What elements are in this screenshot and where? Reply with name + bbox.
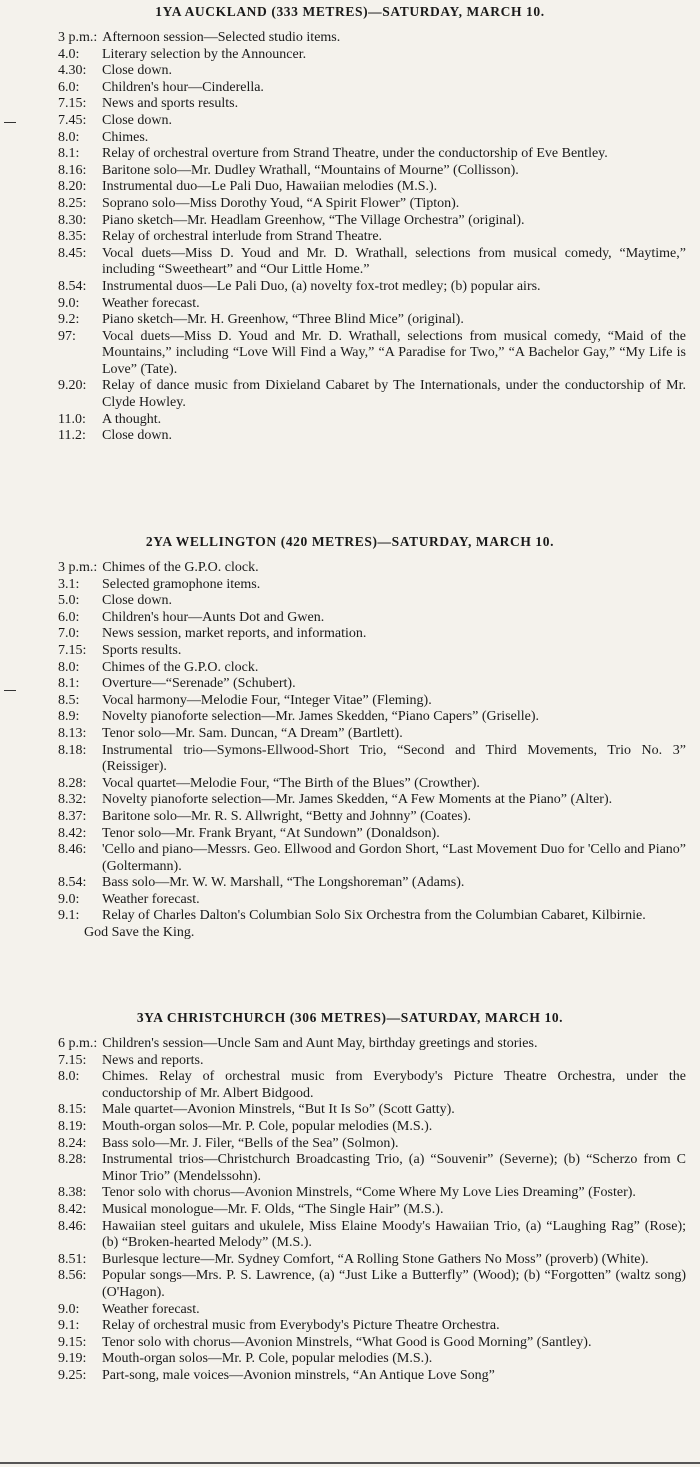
station-heading: 1YA AUCKLAND (333 METRES)—SATURDAY, MARCH 10.: [155, 4, 545, 19]
schedule-item: [58, 246, 686, 279]
schedule-description: Relay of orchestral music from Everybody's Picture Theatre Orchestra.: [102, 1318, 500, 1334]
schedule-item: [58, 1268, 686, 1301]
schedule-item: [58, 96, 686, 113]
schedule-item: [58, 577, 686, 594]
schedule-time: 9.0:: [58, 891, 80, 907]
schedule-time: 4.30:: [58, 63, 87, 79]
schedule-description: Chimes of the G.P.O. clock.: [102, 560, 259, 575]
schedule-time: 9.25:: [58, 1367, 87, 1383]
schedule-time: 11.2:: [58, 428, 86, 444]
schedule-description: Novelty pianoforte selection—Mr. James Skedden, “A Few Moments at the Piano” (Alter).: [102, 792, 613, 808]
schedule-time: 8.30:: [58, 212, 87, 228]
schedule-time: 6.0:: [58, 609, 80, 625]
schedule-time: 8.5:: [58, 692, 80, 708]
schedule-time: 8.42:: [58, 1201, 87, 1217]
schedule-item: [58, 1351, 686, 1368]
schedule-time: 8.46:: [58, 1218, 87, 1234]
schedule-item: [58, 643, 686, 660]
schedule-item: [58, 826, 686, 843]
schedule-time: 4.0:: [58, 46, 80, 62]
schedule-item: [58, 842, 686, 875]
station-section-christchurch: [58, 1010, 686, 1384]
schedule-time: 8.37:: [58, 808, 87, 824]
schedule-item: [58, 1136, 686, 1153]
schedule-description: Piano sketch—Mr. H. Greenhow, “Three Blind Mice” (original).: [102, 312, 464, 328]
schedule-description: Relay of orchestral interlude from Strand Theatre.: [102, 229, 383, 245]
schedule-item: [58, 593, 686, 610]
schedule-description: Tenor solo with chorus—Avonion Minstrels, “What Good is Good Morning” (Santley).: [102, 1334, 592, 1350]
schedule-description: Weather forecast.: [102, 1301, 200, 1317]
schedule-time: 3 p.m.:: [58, 560, 98, 575]
schedule-item: [58, 1053, 686, 1070]
schedule-item: [58, 80, 686, 97]
schedule-item: [58, 1318, 686, 1335]
schedule-time: 8.19:: [58, 1118, 87, 1134]
schedule-time: 9.1:: [58, 1318, 80, 1334]
schedule-description: Vocal harmony—Melodie Four, “Integer Vitae” (Fleming).: [102, 692, 432, 708]
schedule-time: 8.0:: [58, 1069, 80, 1085]
schedule-description: Overture—“Serenade” (Schubert).: [102, 676, 296, 692]
schedule-item: [58, 1219, 686, 1252]
schedule-item: [58, 792, 686, 809]
schedule-description: Baritone solo—Mr. Dudley Wrathall, “Mountains of Mourne” (Collisson).: [102, 162, 519, 178]
schedule-description: Part-song, male voices—Avonion minstrels, “An Antique Love Song”: [102, 1367, 495, 1383]
schedule-description: Children's hour—Aunts Dot and Gwen.: [102, 609, 325, 625]
schedule-item: [58, 47, 686, 64]
schedule-time: 9.15:: [58, 1334, 87, 1350]
station-heading: 2YA WELLINGTON (420 METRES)—SATURDAY, MARCH 10.: [145, 534, 555, 549]
bottom-rule: [0, 1462, 700, 1464]
schedule-time: 11.0:: [58, 411, 86, 427]
schedule-list: [58, 1036, 686, 1384]
schedule-item: [58, 146, 686, 163]
schedule-time: 8.51:: [58, 1251, 87, 1267]
schedule-description: Close down.: [102, 112, 172, 128]
schedule-description: Instrumental trio—Symons-Ellwood-Short Trio, “Second and Third Movements, Trio No. 3” (Reissiger).: [102, 742, 686, 775]
schedule-item: [58, 428, 686, 445]
schedule-item: [58, 1119, 686, 1136]
schedule-time: 8.28:: [58, 1152, 87, 1168]
schedule-item: [58, 296, 686, 313]
schedule-description: Instrumental duo—Le Pali Duo, Hawaiian melodies (M.S.).: [102, 179, 438, 195]
schedule-description: News session, market reports, and information.: [102, 626, 367, 642]
schedule-description: Children's session—Uncle Sam and Aunt May, birthday greetings and stories.: [102, 1036, 538, 1051]
schedule-time: 9.1:: [58, 908, 80, 924]
schedule-time: 6 p.m.:: [58, 1036, 98, 1051]
schedule-description: Afternoon session—Selected studio items.: [102, 30, 341, 45]
schedule-time: 9.2:: [58, 312, 80, 328]
schedule-description: Novelty pianoforte selection—Mr. James Skedden, “Piano Capers” (Griselle).: [102, 709, 539, 725]
schedule-description: Baritone solo—Mr. R. S. Allwright, “Betty and Johnny” (Coates).: [102, 808, 472, 824]
schedule-time: 8.25:: [58, 195, 87, 211]
schedule-description: Mouth-organ solos—Mr. P. Cole, popular melodies (M.S.).: [102, 1118, 433, 1134]
schedule-description: Children's hour—Cinderella.: [102, 79, 264, 95]
schedule-item: [58, 1368, 686, 1385]
schedule-description: Vocal duets—Miss D. Youd and Mr. D. Wrathall, selections from musical comedy, “Maytime,” including “Sweetheart” and “Our Little Home.”: [102, 245, 686, 278]
schedule-time: 7.15:: [58, 96, 87, 112]
schedule-item: [58, 1302, 686, 1319]
schedule-item: [58, 1069, 686, 1102]
schedule-time: 8.54:: [58, 875, 87, 891]
schedule-item: [58, 179, 686, 196]
schedule-time: 5.0:: [58, 593, 80, 609]
schedule-description: Vocal quartet—Melodie Four, “The Birth of the Blues” (Crowther).: [102, 775, 480, 791]
station-heading: 3YA CHRISTCHURCH (306 METRES)—SATURDAY, MARCH 10.: [136, 1010, 564, 1025]
schedule-description: Chimes of the G.P.O. clock.: [102, 659, 259, 675]
schedule-item: [58, 1252, 686, 1269]
schedule-description: Relay of orchestral overture from Strand Theatre, under the conductorship of Eve Bentley.: [102, 146, 608, 162]
schedule-description: Hawaiian steel guitars and ukulele, Miss Elaine Moody's Hawaiian Trio, (a) “Laughing Rag” (Rose); (b) “Broken-hearted Melody” (M.S.).: [102, 1218, 686, 1251]
schedule-time: 9.0:: [58, 1301, 80, 1317]
schedule-item: [58, 875, 686, 892]
schedule-time: 9.20:: [58, 378, 87, 394]
schedule-description: Soprano solo—Miss Dorothy Youd, “A Spirit Flower” (Tipton).: [102, 195, 460, 211]
schedule-item: [58, 709, 686, 726]
schedule-time: 9.19:: [58, 1351, 87, 1367]
schedule-time: 8.38:: [58, 1185, 87, 1201]
schedule-time: 8.0:: [58, 129, 80, 145]
schedule-time: 97:: [58, 328, 76, 344]
schedule-time: 8.20:: [58, 179, 87, 195]
schedule-list: [58, 560, 686, 925]
schedule-description: Instrumental duos—Le Pali Duo, (a) novelty fox-trot medley; (b) popular airs.: [102, 278, 541, 294]
schedule-description: Weather forecast.: [102, 891, 200, 907]
schedule-item: [58, 560, 686, 577]
schedule-time: 8.0:: [58, 659, 80, 675]
schedule-description: Close down.: [102, 428, 172, 444]
schedule-description: Popular songs—Mrs. P. S. Lawrence, (a) “Just Like a Butterfly” (Wood); (b) “Forgotten” (waltz song) (O'Hagon).: [102, 1268, 686, 1300]
schedule-item: [58, 130, 686, 147]
schedule-item: [58, 1185, 686, 1202]
schedule-item: [58, 30, 686, 47]
schedule-time: 6.0:: [58, 79, 80, 95]
schedule-time: 8.18:: [58, 742, 87, 758]
schedule-item: [58, 693, 686, 710]
schedule-item: [58, 1152, 686, 1185]
schedule-time: 8.1:: [58, 146, 80, 162]
schedule-description: 'Cello and piano—Messrs. Geo. Ellwood and Gordon Short, “Last Movement Duo for 'Cello and Piano” (Goltermann).: [102, 842, 687, 874]
schedule-time: 3 p.m.:: [58, 30, 98, 45]
schedule-description: Chimes. Relay of orchestral music from Everybody's Picture Theatre Orchestra, under the conductorship of Mr. Albert Bidgood.: [102, 1069, 686, 1101]
schedule-description: Vocal duets—Miss D. Youd and Mr. D. Wrathall, selections from musical comedy, “Maid of the Mountains,” including “Love Will Find a Way,” “A Paradise for Two,” “A Bachelor Gay,” “My Life is Love” (Tate).: [102, 328, 686, 377]
schedule-description: Relay of dance music from Dixieland Cabaret by The Internationals, under the conductorship of Mr. Clyde Howley.: [102, 378, 686, 411]
schedule-description: News and sports results.: [102, 96, 239, 112]
schedule-description: A thought.: [102, 411, 162, 427]
schedule-description: Bass solo—Mr. J. Filer, “Bells of the Sea” (Solmon).: [102, 1135, 399, 1151]
schedule-item: [58, 1036, 686, 1053]
schedule-item: [58, 213, 686, 230]
schedule-item: [58, 776, 686, 793]
schedule-item: [58, 660, 686, 677]
schedule-list: [58, 30, 686, 445]
schedule-time: 8.9:: [58, 709, 80, 725]
schedule-description: Musical monologue—Mr. F. Olds, “The Single Hair” (M.S.).: [102, 1201, 444, 1217]
schedule-item: [58, 1335, 686, 1352]
schedule-item: [58, 908, 686, 925]
schedule-item: [58, 809, 686, 826]
schedule-item: [58, 378, 686, 411]
schedule-description: Close down.: [102, 593, 172, 609]
schedule-description: Tenor solo—Mr. Sam. Duncan, “A Dream” (Bartlett).: [102, 725, 403, 741]
schedule-item: [58, 1202, 686, 1219]
schedule-item: [58, 610, 686, 627]
schedule-description: Close down.: [102, 63, 172, 79]
schedule-time: 8.46:: [58, 842, 87, 858]
schedule-item: [58, 743, 686, 776]
schedule-item: [58, 312, 686, 329]
schedule-description: Male quartet—Avonion Minstrels, “But It Is So” (Scott Gatty).: [102, 1102, 455, 1118]
schedule-time: 8.13:: [58, 725, 87, 741]
schedule-time: 9.0:: [58, 295, 80, 311]
schedule-item: [58, 329, 686, 379]
schedule-item: [58, 279, 686, 296]
schedule-description: Sports results.: [102, 642, 182, 658]
schedule-time: 7.15:: [58, 642, 87, 658]
schedule-description: Chimes.: [102, 129, 149, 145]
schedule-description: Literary selection by the Announcer.: [102, 46, 307, 62]
schedule-time: 8.28:: [58, 775, 87, 791]
schedule-time: 8.45:: [58, 245, 87, 261]
schedule-description: Weather forecast.: [102, 295, 200, 311]
schedule-item: [58, 412, 686, 429]
schedule-description: Mouth-organ solos—Mr. P. Cole, popular melodies (M.S.).: [102, 1351, 433, 1367]
schedule-time: 8.54:: [58, 278, 87, 294]
schedule-item: [58, 63, 686, 80]
schedule-item: [58, 726, 686, 743]
schedule-item: [58, 196, 686, 213]
schedule-description: Tenor solo with chorus—Avonion Minstrels, “Come Where My Love Lies Dreaming” (Foster).: [102, 1185, 636, 1201]
schedule-description: Burlesque lecture—Mr. Sydney Comfort, “A Rolling Stone Gathers No Moss” (proverb) (White).: [102, 1251, 649, 1267]
schedule-time: 8.35:: [58, 229, 87, 245]
schedule-item: [58, 892, 686, 909]
schedule-description: Selected gramophone items.: [102, 576, 261, 592]
schedule-time: 7.0:: [58, 626, 80, 642]
schedule-description: Tenor solo—Mr. Frank Bryant, “At Sundown” (Donaldson).: [102, 825, 440, 841]
schedule-time: 7.15:: [58, 1052, 87, 1068]
schedule-description: Piano sketch—Mr. Headlam Greenhow, “The Village Orchestra” (original).: [102, 212, 525, 228]
margin-mark: [4, 690, 16, 691]
schedule-time: 8.1:: [58, 676, 80, 692]
schedule-item: [58, 163, 686, 180]
schedule-item: [58, 113, 686, 130]
schedule-description: Instrumental trios—Christchurch Broadcasting Trio, (a) “Souvenir” (Severne); (b) “Scherzo from C Minor Trio” (Mendelssohn).: [102, 1152, 686, 1184]
closing-line: God Save the King.: [84, 925, 195, 941]
schedule-description: News and reports.: [102, 1052, 204, 1068]
schedule-time: 8.15:: [58, 1102, 87, 1118]
schedule-time: 8.32:: [58, 792, 87, 808]
schedule-time: 8.42:: [58, 825, 87, 841]
schedule-item: [58, 1102, 686, 1119]
schedule-item: [58, 626, 686, 643]
schedule-description: Relay of Charles Dalton's Columbian Solo Six Orchestra from the Columbian Cabaret, Kilbirnie.: [102, 908, 646, 924]
margin-mark: [4, 122, 16, 123]
schedule-time: 8.16:: [58, 162, 87, 178]
schedule-time: 7.45:: [58, 112, 87, 128]
schedule-item: [58, 676, 686, 693]
schedule-description: Bass solo—Mr. W. W. Marshall, “The Longshoreman” (Adams).: [102, 875, 465, 891]
schedule-item: [58, 229, 686, 246]
schedule-time: 8.24:: [58, 1135, 87, 1151]
schedule-time: 3.1:: [58, 576, 80, 592]
station-section-auckland: [58, 4, 686, 445]
station-section-wellington: [58, 534, 686, 942]
schedule-time: 8.56:: [58, 1268, 87, 1284]
